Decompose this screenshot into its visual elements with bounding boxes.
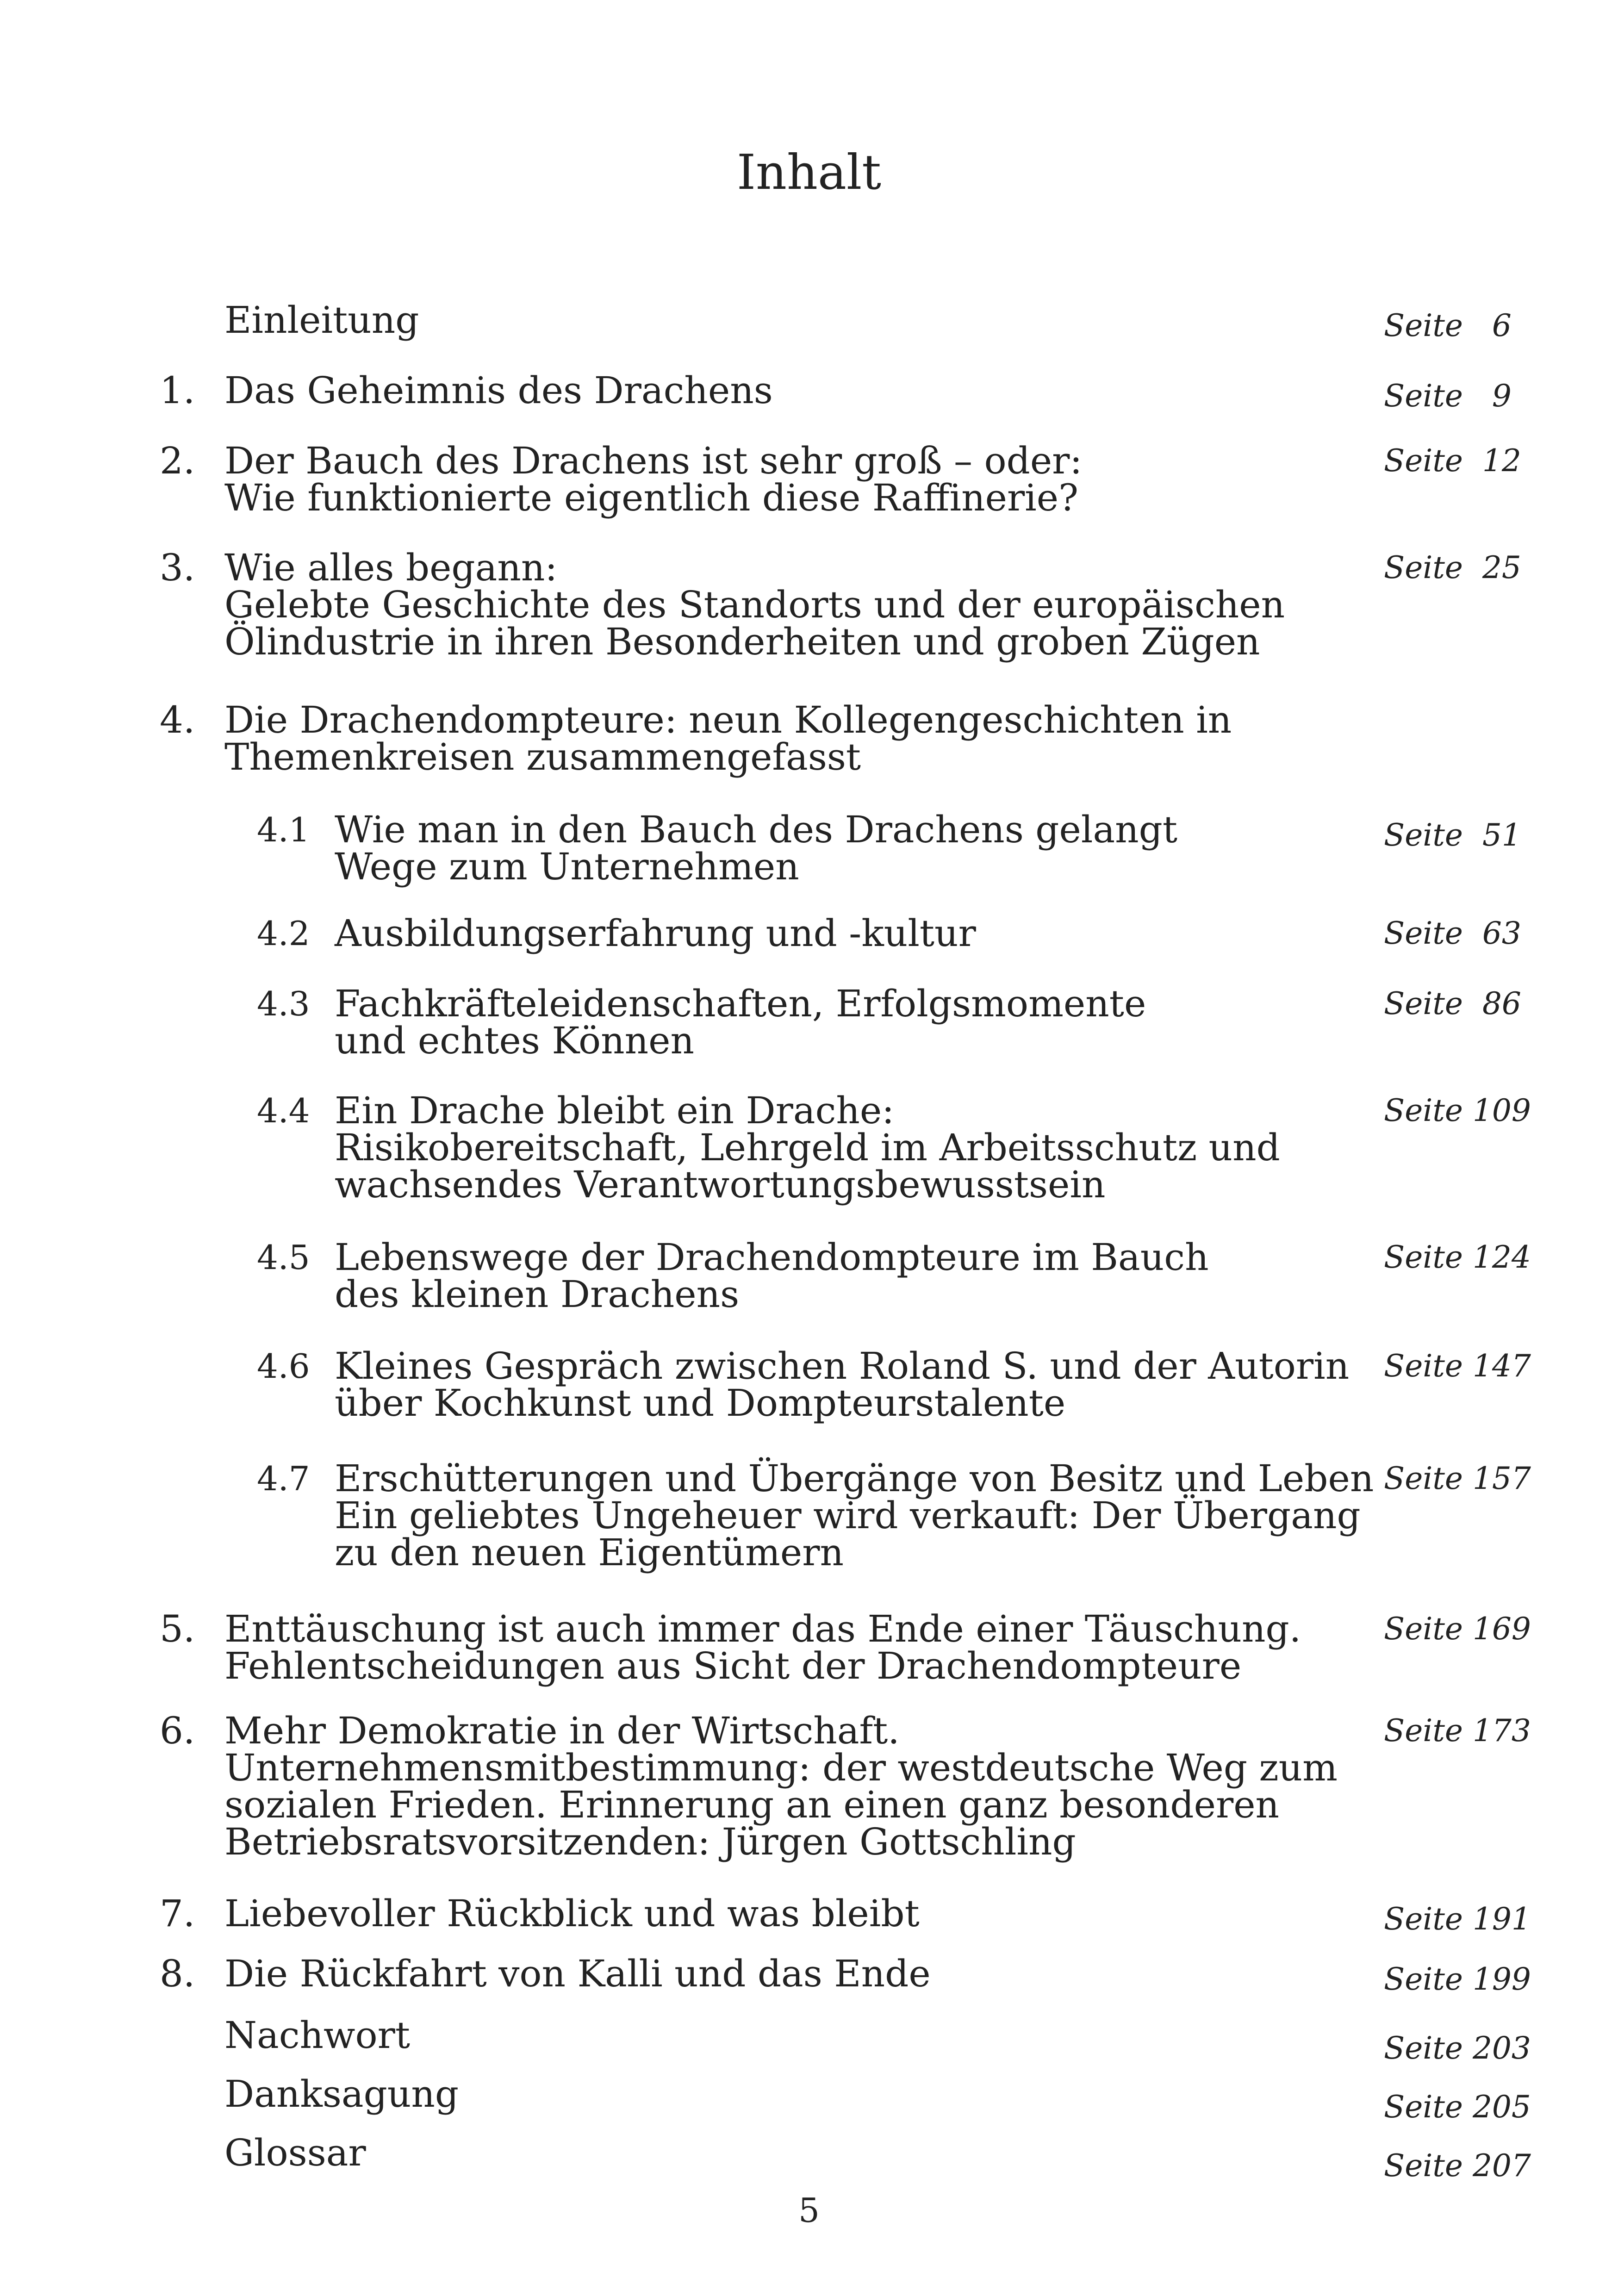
toc-entry-title	[335, 1457, 1374, 1574]
toc-entry-title	[224, 1607, 1301, 1687]
toc-entry-page-ref: Seite 86	[1384, 986, 1521, 1021]
toc-entry-page-ref: Seite 109	[1384, 1093, 1531, 1128]
toc-entry-title-line: Erschütterungen und Übergänge von Besitz und Leben	[335, 1457, 1374, 1500]
toc-entry-title-line: wachsendes Verantwortungsbewusstsein	[335, 1163, 1106, 1206]
toc-entry-title	[335, 982, 1146, 1062]
toc-entry-title	[335, 912, 976, 955]
toc-entry-title-line: Risikobereitschaft, Lehrgeld im Arbeitsschutz und	[335, 1126, 1280, 1169]
toc-entry-title	[224, 2072, 459, 2116]
toc-entry-page-ref: Seite 205	[1384, 2089, 1531, 2125]
toc-entry-number: 3.	[160, 546, 195, 589]
toc-entry-title-line: Danksagung	[224, 2072, 459, 2116]
toc-entry-title-line: Das Geheimnis des Drachens	[224, 369, 773, 412]
toc-entry-title-line: Ein Drache bleibt ein Drache:	[335, 1089, 895, 1132]
toc-entry-number: 4.4	[257, 1091, 310, 1130]
toc-entry-page-ref: Seite 51	[1384, 817, 1521, 853]
toc-entry-title-line: Die Drachendompteure: neun Kollegengeschichten in	[224, 698, 1232, 741]
toc-entry-number: 4.7	[257, 1459, 310, 1498]
toc-entry-number: 5.	[160, 1607, 195, 1650]
toc-entry-page-ref: Seite 203	[1384, 2030, 1531, 2066]
toc-entry-title	[224, 698, 1232, 778]
toc-entry-number: 4.3	[257, 984, 310, 1023]
toc-entry-title	[335, 808, 1178, 888]
toc-entry-title-line: Nachwort	[224, 2014, 411, 2057]
toc-entry-title-line: Mehr Demokratie in der Wirtschaft.	[224, 1709, 900, 1752]
toc-entry-title	[224, 439, 1083, 519]
toc-entry-title	[335, 1089, 1280, 1206]
toc-entry-title-line: Betriebsratsvorsitzenden: Jürgen Gottschling	[224, 1820, 1076, 1863]
toc-entry-title-line: des kleinen Drachens	[335, 1273, 740, 1316]
toc-entry-title-line: Die Rückfahrt von Kalli und das Ende	[224, 1952, 931, 1995]
toc-entry-number: 4.5	[257, 1238, 310, 1277]
toc-entry-number: 7.	[160, 1892, 195, 1935]
toc-entry-title	[224, 1892, 920, 1935]
toc-entry-page-ref: Seite 6	[1384, 308, 1512, 343]
toc-entry-page-ref: Seite 169	[1384, 1611, 1531, 1647]
toc-entry-title	[335, 1344, 1350, 1425]
toc-entry-number: 4.2	[257, 914, 310, 953]
toc-entry-title-line: Wege zum Unternehmen	[335, 845, 799, 888]
toc-entry-title-line: Gelebte Geschichte des Standorts und der europäischen	[224, 583, 1285, 626]
toc-entry-number: 1.	[160, 369, 195, 412]
toc-entry-title-line: Wie funktionierte eigentlich diese Raffinerie?	[224, 476, 1078, 519]
toc-entry-title-line: Fehlentscheidungen aus Sicht der Drachendompteure	[224, 1644, 1242, 1687]
toc-entry-title-line: und echtes Können	[335, 1019, 695, 1062]
toc-entry-title	[224, 299, 419, 342]
toc-entry-number: 4.	[160, 698, 195, 741]
toc-entry-number: 4.6	[257, 1347, 310, 1386]
toc-entry-title-line: Wie alles begann:	[224, 546, 558, 589]
page-number: 5	[798, 2191, 820, 2230]
toc-entry-page-ref: Seite 173	[1384, 1713, 1531, 1748]
toc-entry-title-line: Kleines Gespräch zwischen Roland S. und der Autorin	[335, 1344, 1350, 1388]
toc-entry-title	[224, 2131, 366, 2174]
toc-entry-title-line: Unternehmensmitbestimmung: der westdeutsche Weg zum	[224, 1746, 1338, 1789]
toc-entry-number: 2.	[160, 439, 195, 482]
toc-entry-title-line: zu den neuen Eigentümern	[335, 1531, 844, 1574]
toc-entry-title-line: Liebevoller Rückblick und was bleibt	[224, 1892, 920, 1935]
toc-entry-title-line: Fachkräfteleidenschaften, Erfolgsmomente	[335, 982, 1146, 1025]
toc-entry-title-line: Glossar	[224, 2131, 366, 2174]
toc-entry-title	[224, 1952, 931, 1995]
toc-entry-title-line: Ölindustrie in ihren Besonderheiten und groben Zügen	[224, 620, 1260, 663]
toc-entry-page-ref: Seite 147	[1384, 1348, 1531, 1384]
toc-entry-page-ref: Seite 207	[1384, 2148, 1531, 2184]
toc-entry-page-ref: Seite 9	[1384, 378, 1512, 414]
toc-entry-title-line: Themenkreisen zusammengefasst	[224, 735, 861, 778]
toc-entry-page-ref: Seite 25	[1384, 550, 1521, 585]
toc-entry-title-line: sozialen Frieden. Erinnerung an einen ganz besonderen	[224, 1783, 1280, 1826]
toc-entry-title	[224, 1709, 1338, 1863]
toc-entry-page-ref: Seite 199	[1384, 1961, 1531, 1997]
toc-entry-title-line: Der Bauch des Drachens ist sehr groß – oder:	[224, 439, 1083, 482]
toc-entry-title-line: Enttäuschung ist auch immer das Ende einer Täuschung.	[224, 1607, 1301, 1650]
toc-entry-title	[335, 1236, 1209, 1316]
toc-entry-title-line: Wie man in den Bauch des Drachens gelangt	[335, 808, 1178, 851]
toc-entry-number: 4.1	[257, 810, 310, 849]
toc-entry-page-ref: Seite 191	[1384, 1901, 1531, 1937]
toc-entry-page-ref: Seite 124	[1384, 1239, 1531, 1275]
toc-entry-number: 8.	[160, 1952, 195, 1995]
toc-entry-title-line: Lebenswege der Drachendompteure im Bauch	[335, 1236, 1209, 1279]
toc-entry-title-line: über Kochkunst und Dompteurstalente	[335, 1381, 1066, 1425]
page-title: Inhalt	[736, 144, 882, 200]
toc-entry-page-ref: Seite 63	[1384, 915, 1521, 951]
toc-entry-title-line: Ausbildungserfahrung und -kultur	[335, 912, 976, 955]
toc-entry-title-line: Einleitung	[224, 299, 419, 342]
toc-entry-title	[224, 2014, 411, 2057]
toc-entry-number: 6.	[160, 1709, 195, 1752]
toc-entry-title-line: Ein geliebtes Ungeheuer wird verkauft: Der Übergang	[335, 1494, 1361, 1537]
toc-entry-title	[224, 369, 773, 412]
toc-entry-page-ref: Seite 157	[1384, 1461, 1531, 1496]
toc-entry-page-ref: Seite 12	[1384, 443, 1521, 479]
toc-entry-title	[224, 546, 1285, 663]
